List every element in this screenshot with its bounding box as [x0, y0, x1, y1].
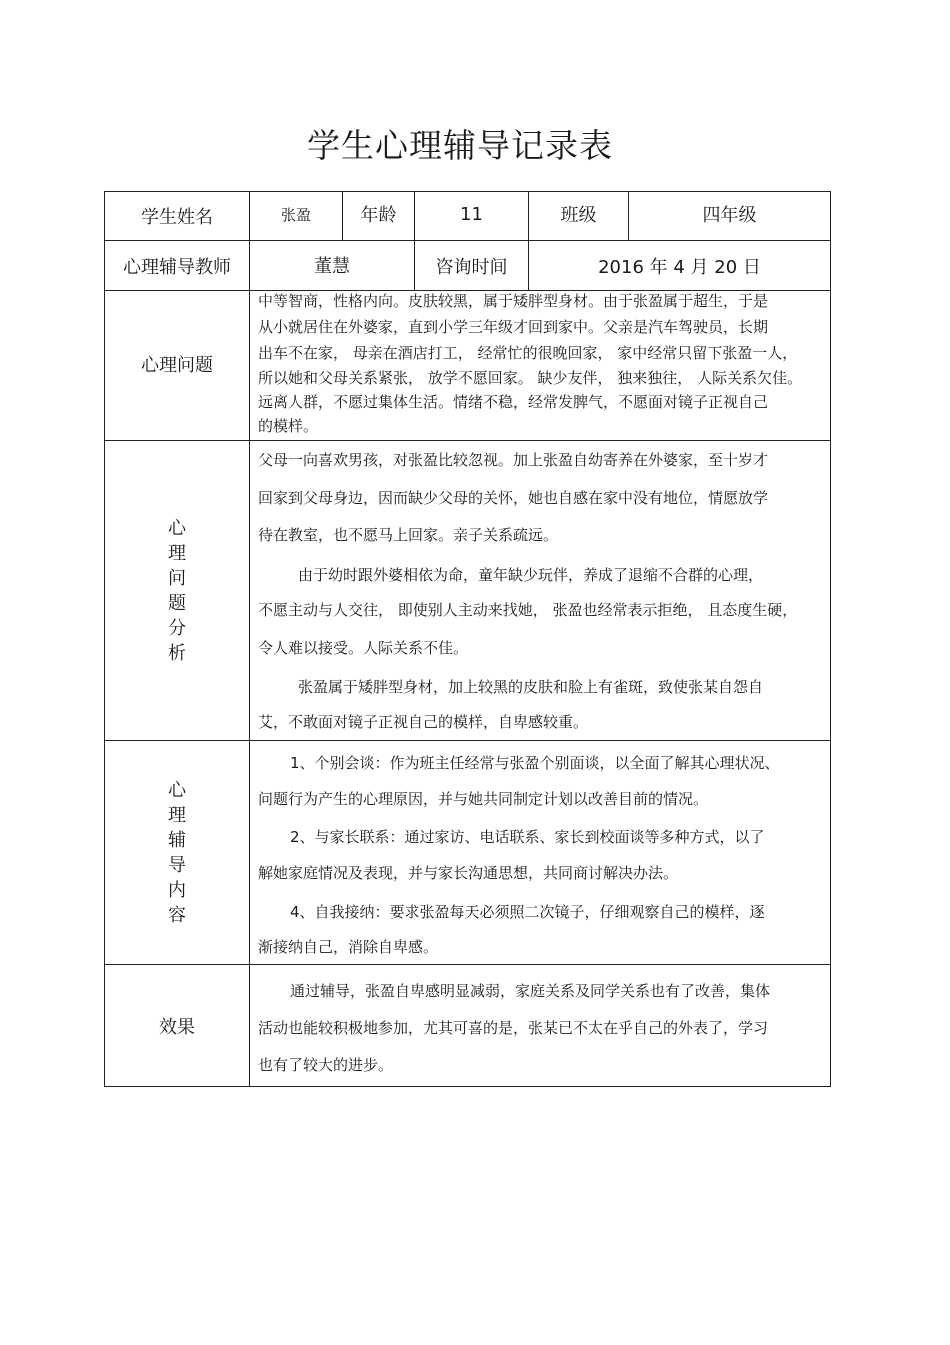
consult-time-value: 2016 年 4 月 20 日: [598, 256, 761, 278]
age-label: 年龄: [360, 205, 397, 226]
analysis-line: 父母一向喜欢男孩，对张盈比较忽视。加上张盈自幼寄养在外婆家，至十岁才: [258, 451, 769, 469]
problem-line: 中等智商，性格内向。皮肤较黑，属于矮胖型身材。由于张盈属于超生，于是: [258, 292, 769, 310]
counseling-content-label: [105, 741, 249, 964]
content-label-char: 心: [168, 779, 186, 801]
content-label-char: 导: [168, 854, 186, 876]
problem-label: 心理问题: [141, 355, 213, 376]
effect-line: 活动也能较积极地参加，尤其可喜的是，张某已不太在乎自己的外表了，学习: [258, 1019, 769, 1037]
analysis-line: 待在教室，也不愿马上回家。亲子关系疏远。: [258, 526, 559, 544]
age-value: 11: [460, 203, 483, 225]
consult-time-label: 咨询时间: [435, 256, 508, 278]
student-name-label: 学生姓名: [141, 207, 213, 228]
analysis-line: 令人难以接受。人际关系不佳。: [258, 639, 469, 657]
analysis-label-char: 问: [168, 567, 186, 589]
analysis-line: 艾，不敢面对镜子正视自己的模样，自卑感较重。: [258, 713, 589, 731]
analysis-line: 不愿主动与人交往， 即使别人主动来找她， 张盈也经常表示拒绝， 且态度生硬，: [258, 601, 798, 619]
problem-line: 的模样。: [258, 417, 319, 435]
table-border-right: [830, 191, 831, 1087]
effect-line: 通过辅导，张盈自卑感明显减弱，家庭关系及同学关系也有了改善，集体: [290, 982, 771, 1000]
teacher-label: 心理辅导教师: [123, 256, 231, 278]
analysis-label-char: 分: [168, 617, 186, 639]
content-line: 2、与家长联系：通过家访、电话联系、家长到校面谈等多种方式，以了: [290, 828, 765, 846]
content-label-char: 内: [168, 879, 186, 901]
problem-line: 远离人群，不愿过集体生活。情绪不稳，经常发脾气，不愿面对镜子正视自己: [258, 393, 769, 411]
analysis-label-char: 心: [168, 517, 186, 539]
content-label-char: 容: [168, 904, 186, 926]
class-label: 班级: [560, 205, 597, 226]
content-line: 1、个别会谈：作为班主任经常与张盈个别面谈，以全面了解其心理状况、: [290, 754, 780, 772]
column-divider: [249, 191, 250, 1087]
effect-line: 也有了较大的进步。: [258, 1056, 394, 1074]
problem-line: 出车不在家， 母亲在酒店打工， 经常忙的很晚回家， 家中经常只留下张盈一人，: [258, 344, 798, 362]
teacher-value: 董慧: [314, 255, 350, 277]
analysis-label-char: 析: [168, 642, 186, 664]
content-line: 渐接纳自己，消除自卑感。: [258, 938, 439, 956]
analysis-line: 由于幼时跟外婆相依为命，童年缺少玩伴，养成了退缩不合群的心理，: [298, 566, 764, 584]
problem-line: 从小就居住在外婆家，直到小学三年级才回到家中。父亲是汽车驾驶员，长期: [258, 318, 769, 336]
content-line: 问题行为产生的心理原因，并与她共同制定计划以改善目前的情况。: [258, 790, 709, 808]
student-name-value: 张盈: [280, 205, 311, 224]
table-border-bottom: [104, 1086, 831, 1087]
analysis-line: 张盈属于矮胖型身材，加上较黑的皮肤和脸上有雀斑，致使张某自怨自: [298, 678, 764, 696]
analysis-label: [105, 441, 249, 740]
effect-label: 效果: [159, 1016, 195, 1038]
content-label-char: 理: [168, 804, 186, 826]
class-value: 四年级: [702, 205, 757, 226]
page-title: 学生心理辅导记录表: [307, 126, 613, 165]
problem-line: 所以她和父母关系紧张， 放学不愿回家。 缺少友伴， 独来独往， 人际关系欠佳。: [258, 369, 803, 387]
analysis-line: 回家到父母身边，因而缺少父母的关怀，她也自感在家中没有地位，情愿放学: [258, 489, 769, 507]
content-label-char: 辅: [168, 829, 186, 851]
analysis-label-char: 理: [168, 542, 186, 564]
content-line: 解她家庭情况及表现，并与家长沟通思想，共同商讨解决办法。: [258, 864, 679, 882]
content-line: 4、自我接纳：要求张盈每天必须照二次镜子，仔细观察自己的模样，逐: [290, 903, 765, 921]
analysis-label-char: 题: [168, 592, 186, 614]
